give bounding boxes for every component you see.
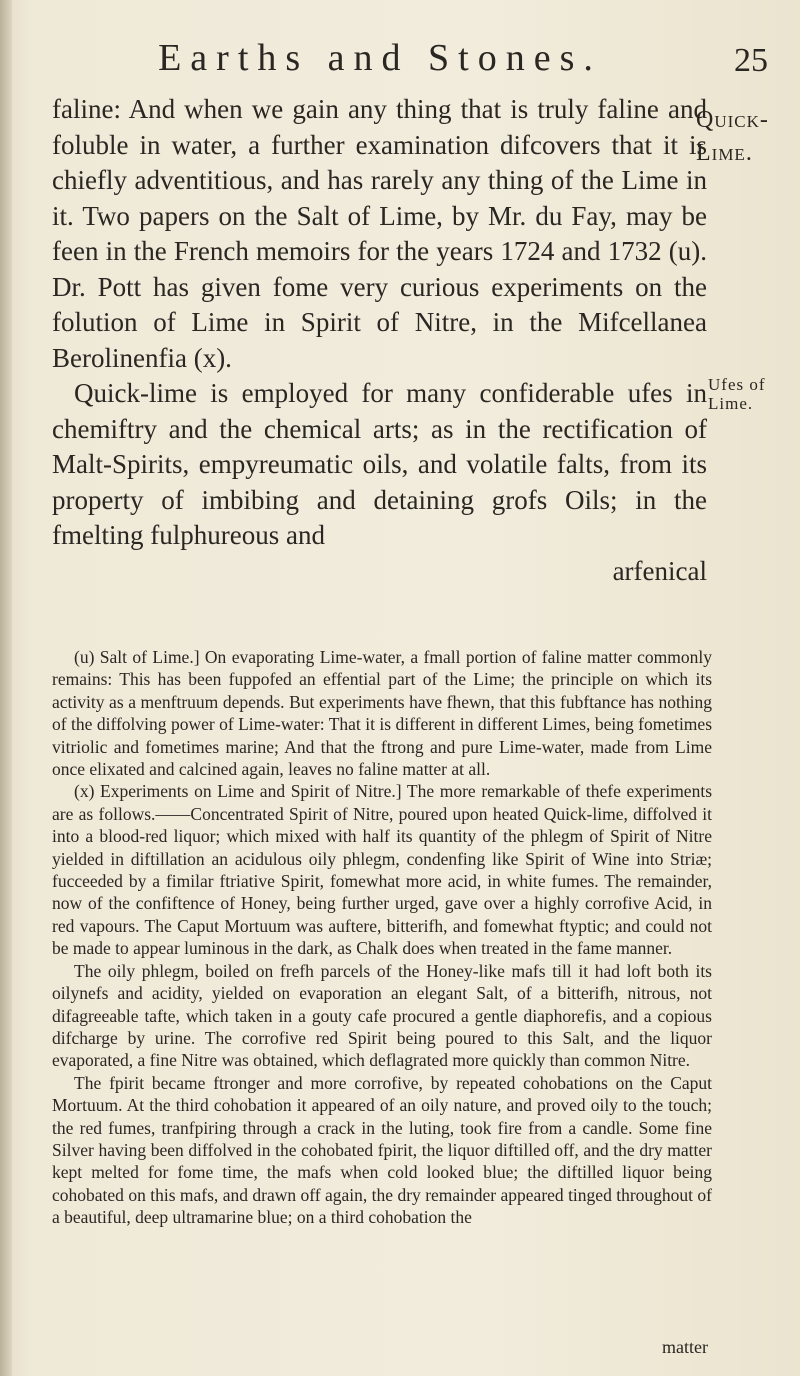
main-paragraph-2-end: arfenical	[612, 555, 707, 586]
page-gutter	[0, 0, 12, 1376]
footnote-x: (x) Experiments on Lime and Spirit of Nitre.] The more remarkable of thefe experiments are as follows.——Concentrated Spirit of Nitre, poured upon heated Quick-lime, diffolved it into a blood-red liquor; which mixed with half its quantity of the phlegm of Spirit of Nitre yielded in diftillation an acidulous oily phlegm, condenfing like Spirit of Wine into Striæ; fucceeded by a fimilar ftriative Spirit, fomewhat more acid, in white fumes. The remainder, now of the confiftence of Honey, being further urged, gave over a highly corrofive Acid, in red vapours. The Caput Mortuum was auftere, bitterifh, and fomewhat ftyptic; and could not be made to appear luminous in the dark, as Chalk does when treated in the fame manner.	[52, 781, 712, 959]
footnote-u: (u) Salt of Lime.] On evaporating Lime-water, a fmall portion of faline matter commonly remains: This has been fuppofed an effential part of the Lime; the principle on which its activity as a menftruum depends. But experiments have fhewn, that this fubftance has nothing of the diffolving power of Lime-water: That it is different in different Limes, being fometimes vitriolic and fometimes marine; And that the ftrong and pure Lime-water, made from Lime once elixated and calcined again, leaves no faline matter at all.	[52, 647, 712, 780]
footnote-x-paragraph-3: The fpirit became ftronger and more corrofive, by repeated cohobations on the Caput Mortuum. At the third cohobation it appeared of an oily nature, and proved oily to the touch; the red fumes, tranfpiring through a crack in the luting, took fire from a candle. Some fine Silver having been diffolved in the cohobated fpirit, the liquor diftilled off, and the dry matter kept melted for fome time, the mafs when cold looked blue; the diftilled liquor being cohobated on this mafs, and drawn off again, the dry remainder appeared tinged throughout of a beautiful, deep ultramarine blue; on a third cohobation the	[52, 1072, 712, 1228]
main-paragraph-2: Quick-lime is employed for many confiderable ufes in chemiftry and the chemical arts; as in the rectification of Malt-Spirits, empyreumatic oils, and volatile falts, from its property of imbibing and detaining grofs Oils; in the fmelting fulphureous and	[52, 378, 707, 550]
main-paragraph-1: faline: And when we gain any thing that is truly faline and foluble in water, a further examination difcovers that it is chiefly adventitious, and has rarely any thing of the Lime in it. Two papers on the Salt of Lime, by Mr. du Fay, may be feen in the French memoirs for the years 1724 and 1732 (u). Dr. Pott has given fome very curious experiments on the folution of Lime in Spirit of Nitre, in the Mifcellanea Berolinenfia (x).	[52, 94, 707, 373]
catchword: matter	[662, 1337, 708, 1357]
margin-note-uses-of-lime	[708, 375, 798, 413]
footnotes	[52, 646, 712, 1229]
page-number: 25	[734, 42, 768, 79]
running-head: Earths and Stones.	[158, 37, 602, 79]
margin-note-quick-lime	[696, 104, 796, 170]
footnote-x-paragraph-2: The oily phlegm, boiled on frefh parcels of the Honey-like mafs till it had loft both its oilynefs and acidity, yielded on evaporation an elegant Salt, of a bitterifh, nitrous, not difagreeable tafte, which taken in a gouty cafe procured a gentle diaphorefis, and a copious difcharge by urine. The corrofive red Spirit being poured to this Salt, and the liquor evaporated, a fine Nitre was obtained, which deflagrated more quickly than common Nitre.	[52, 960, 712, 1071]
main-text	[52, 92, 707, 589]
margin-note-uses-of-lime-text: Ufes of Lime.	[708, 375, 766, 413]
page-header	[60, 36, 780, 86]
margin-note-quick-lime-text: Quick- Lime.	[696, 107, 769, 166]
